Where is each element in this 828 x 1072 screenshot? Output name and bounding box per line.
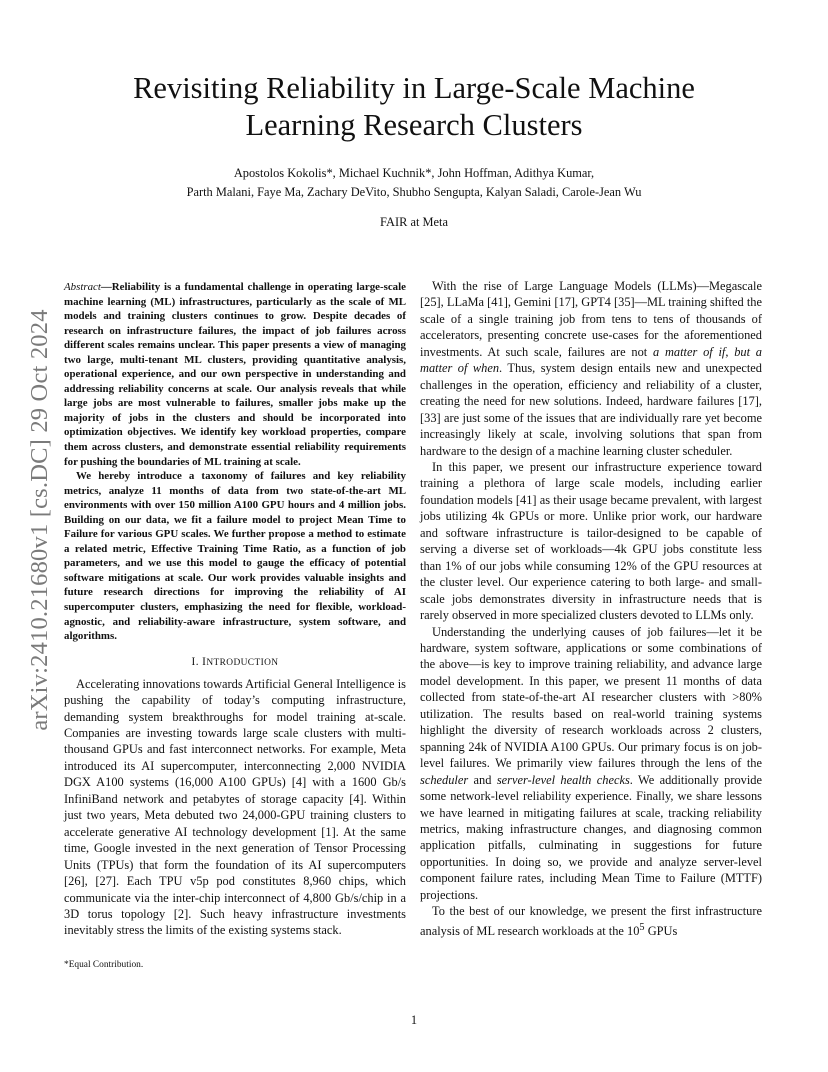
intro-paragraph-4 (420, 624, 762, 904)
abstract-paragraph-1 (64, 280, 406, 469)
intro-p4-text-b: . We additionally provide some network-level reliability experience. Finally, we share lessons we have learned in mitigating failures at scale, tracking reliability metrics, making infrastructure changes, and diagnosing common application pitfalls, culminating in suggestions for future opportunities. In doing so, we provide and analyze server-level component failure rates, including Mean Time to Failure (MTTF) projections. (420, 772, 762, 902)
left-column (64, 280, 406, 939)
paper-title: Revisiting Reliability in Large-Scale Machine Learning Research Clusters (133, 71, 695, 142)
intro-p4-emphasis-scheduler: scheduler (420, 772, 469, 787)
intro-p4-conjunction: and (468, 772, 497, 787)
section-heading-introduction (64, 656, 406, 668)
section-name: NTRODUCTION (206, 657, 279, 668)
author-list (80, 164, 748, 202)
section-numeral: I. I (191, 655, 207, 668)
footnote-equal-contribution: *Equal Contribution. (64, 960, 144, 970)
authors-line-2: Parth Malani, Faye Ma, Zachary DeVito, Shubho Sengupta, Kalyan Saladi, Carole-Jean Wu (186, 185, 642, 199)
intro-paragraph-1: Accelerating innovations towards Artificial General Intelligence is pushing the capability of today’s computing infrastructure, demanding system breakthroughs for model training at-scale. Companies are investing towards large scale clusters with multi-thousand GPUs and fast interconnect networks. For example, Meta introduced its AI supercomputer, interconnecting 2,000 NVIDIA DGX A100 systems (16,000 A100 GPUs) [4] with a 1600 Gb/s InfiniBand network and petabytes of storage capacity [4]. Within just two years, Meta debuted two 24,000-GPU training clusters to accelerate generative AI technology development [1]. At the same time, Google invested in the next generation of Tensor Processing Units (TPUs) that form the foundation of its AI supercomputers [26], [27]. Each TPU v5p pod constitutes 8,960 chips, which communicate via the inter-chip interconnect of 4,800 Gb/s/chip in a 3D torus topology [2]. Such heavy infrastructure investments inevitably stress the limits of the existing systems stack. (64, 676, 406, 938)
intro-paragraph-2 (420, 278, 762, 459)
intro-p2-emphasis: a matter of if, but a matter of when (420, 344, 762, 376)
abstract-paragraph-2: We hereby introduce a taxonomy of failures and key reliability metrics, analyze 11 months of data from two state-of-the-art ML environments with over 150 million A100 GPU hours and 4 million jobs. Building on our data, we fit a failure model to project Mean Time to Failure for various GPU scales. We further propose a method to estimate a related metric, Effective Training Time Ratio, as a function of job parameters, and we use this model to gauge the efficacy of potential software mitigations at scale. Our work provides valuable insights and future research directions for improving the reliability of AI supercomputer clusters, emphasizing the need for flexible, workload-agnostic, and reliability-aware infrastructure, system software, and algorithms. (64, 470, 406, 643)
abstract-label: Abstract (64, 281, 101, 293)
intro-p4-text-a: Understanding the underlying causes of job failures—let it be hardware, system software, applications or some combinations of the above—is key to improve training reliability, and advance large model development. In this paper, we present 11 months of data collected from state-of-the-art AI researcher clusters with >80% utilization. The results based on real-world training systems highlight the diversity of research workloads across 2 clusters, spanning 24k of NVIDIA A100 GPUs. Our primary focus is on job-level failures. We primarily view failures through the lens of the (420, 624, 762, 771)
intro-paragraph-5 (420, 903, 762, 939)
intro-p5-text-b: GPUs (644, 923, 678, 938)
arxiv-identifier-text: arXiv:2410.21680v1 [cs.DC] 29 Oct 2024 (26, 309, 53, 731)
abstract-text-1: —Reliability is a fundamental challenge in operating large-scale machine learning (ML) infrastructures, particularly as the scale of ML models and training clusters continues to grow. Despite decades of research on infrastructure failures, the impact of job failures across different scales remains unclear. This paper presents a view of managing two large, multi-tenant ML clusters, providing quantitative analysis, operational experience, and our own perspective in understanding and addressing reliability concerns at scale. Our analysis reveals that while large jobs are most vulnerable to failures, smaller jobs make up the majority of jobs in the clusters and should be incorporated into optimization objectives. We identify key workload properties, compare them across clusters, and demonstrate essential reliability requirements for pushing the boundaries of ML training at scale. (64, 281, 406, 468)
intro-paragraph-3: In this paper, we present our infrastructure experience toward training a plethora of large scale models, including earlier foundation models [41] as their usage became prevalent, with largest jobs utilizing 4k GPUs or more. Unlike prior work, our hardware and software infrastructure is tailor-designed to be capable of serving a diverse set of workloads—4k GPU jobs constitute less than 1% of our jobs while consuming 12% of the GPU resources at the cluster level. Our experience catering to both large- and small-scale jobs demonstrates diversity in infrastructure needs that is rarely observed in more specialized clusters devoted to LLMs only. (420, 459, 762, 623)
authors-line-1: Apostolos Kokolis*, Michael Kuchnik*, John Hoffman, Adithya Kumar, (233, 166, 595, 180)
abstract (64, 280, 406, 644)
intro-p5-text-a: To the best of our knowledge, we present the first infrastructure analysis of ML research workloads at the 10 (420, 904, 762, 938)
intro-left-body (64, 676, 406, 939)
right-column (420, 278, 762, 939)
intro-p4-emphasis-health-checks: server-level health checks (496, 772, 630, 787)
intro-p5-superscript: 5 (639, 921, 645, 933)
intro-p2-text-b: . Thus, system design entails new and unexpected challenges in the operation, efficiency and reliability of a cluster, creating the need for new solutions. Indeed, hardware failures [17], [33] are just some of the issues that are individually rare yet become increasingly likely at scale, involving solutions that span from hardware to the design of a machine learning cluster scheduler. (420, 361, 763, 458)
intro-p2-text-a: With the rise of Large Language Models (LLMs)—Megascale [25], LLaMa [41], Gemini [17], GPT4 [35]—ML training shifted the scale of a single training job from tens to tens of thousands of accelerators, presenting concrete use-cases for the aforementioned investments. At such scale, failures are not (420, 279, 762, 359)
page-number: 1 (410, 1013, 418, 1027)
arxiv-identifier-stamp (20, 280, 60, 760)
affiliation: FAIR at Meta (380, 215, 448, 229)
